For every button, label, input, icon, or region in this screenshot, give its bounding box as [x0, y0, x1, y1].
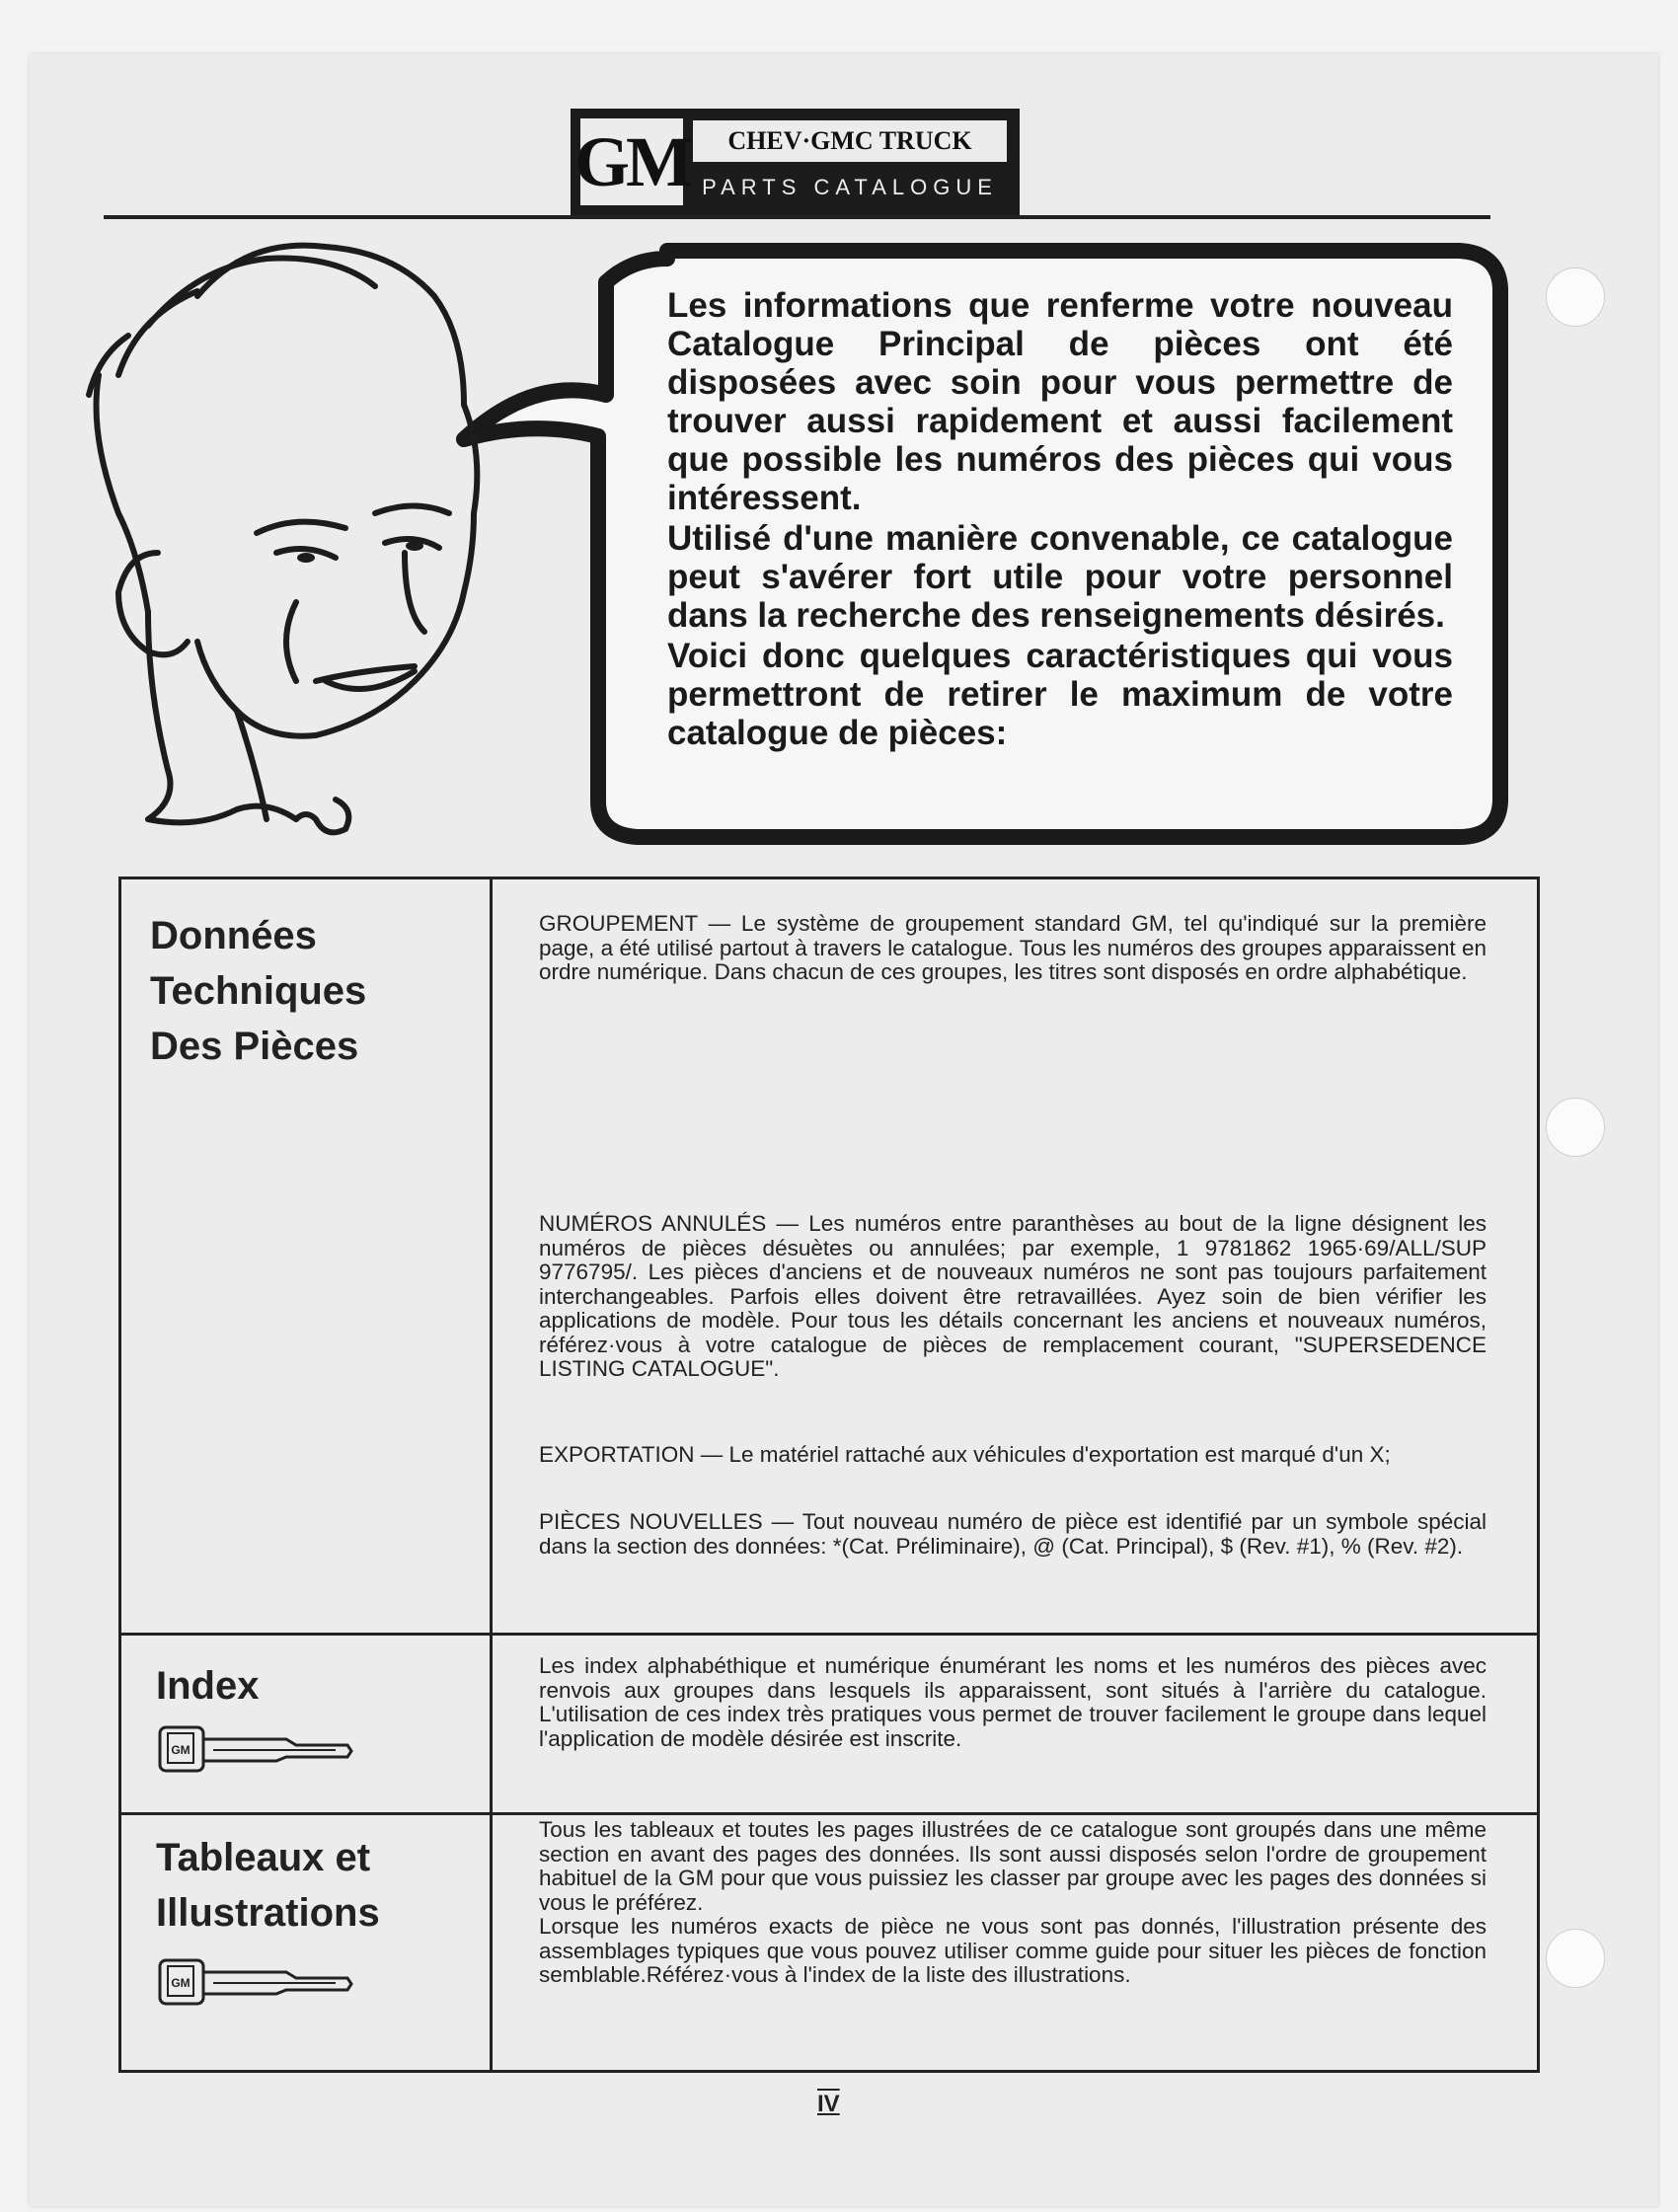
intro-paragraph-2: Utilisé d'une manière convenable, ce catalogue peut s'avérer fort utile pour votre personnel dans la recherche des renseignements désirés.: [667, 519, 1453, 635]
section-title-tableaux: Tableaux et Illustrations: [156, 1836, 380, 1935]
intro-paragraph-3: Voici donc quelques caractéristiques qui vous permettront de retirer le maximum de votre catalogue de pièces:: [667, 637, 1453, 752]
table-row-divider-2: [118, 1812, 1540, 1815]
intro-text: [667, 286, 1453, 754]
groupement-text: GROUPEMENT — Le système de groupement standard GM, tel qu'indiqué sur la première page, a été utilisé partout à travers le catalogue. Tous les numéros des groupes apparaissent en ordre numérique. Dans chacun de ces groupes, les titres sont disposés en ordre alphabétique.: [539, 911, 1487, 984]
intro-paragraph-1: Les informations que renferme votre nouveau Catalogue Principal de pièces ont été disposées avec soin pour vous permettre de trouver aussi rapidement et aussi facilement que possible les numéros des pièces qui vous intéressent.: [667, 286, 1453, 517]
table-column-divider: [490, 877, 493, 2073]
table-row-divider-1: [118, 1633, 1540, 1636]
binder-hole-middle: [1546, 1098, 1605, 1157]
page-number: IV: [817, 2091, 840, 2117]
key-icon-label: GM: [171, 1743, 191, 1757]
binder-hole-bottom: [1546, 1929, 1605, 1988]
index-text: Les index alphabéthique et numérique énumérant les noms et les numéros des pièces avec renvois aux groupes dans lesquels ils apparaissent, sont situés à l'arrière du catalogue. L'utilisation de ces index très pratiques vous permet de trouver facilement le groupe dans lequel l'application de modèle désirée est inscrite.: [539, 1653, 1487, 1751]
gm-logo: GM: [580, 118, 683, 205]
header-subtitle: PARTS CATALOGUE: [702, 175, 998, 199]
numeros-annules-text: NUMÉROS ANNULÉS — Les numéros entre paranthèses au bout de la ligne désignent les numéros de pièces désuètes ou annulées; par exemple, 1 9781862 1965·69/ALL/SUP 9776795/. Les pièces d'anciens et de nouveaux numéros ne sont pas toujours parfaitement interchangeables. Parfois elles doivent être retravaillées. Ayez soin de bien vérifier les applications de modèle. Pour tous les détails concernant les anciens et nouveaux numéros, référez·vous à votre catalogue de pièces de remplacement courant, "SUPERSEDENCE LISTING CATALOGUE".: [539, 1211, 1487, 1381]
key-icon-label: GM: [171, 1976, 191, 1990]
section-title-donnees: Données Techniques Des Pièces: [150, 914, 367, 1068]
tableaux-text: Tous les tableaux et toutes les pages illustrées de ce catalogue sont groupés dans une même section en avant des pages des données. Ils sont aussi disposés selon l'ordre de groupement habituel de la GM pour que vous puissiez les classer par groupe avec les pages des données si vous le préférez. Lorsque les numéros exacts de pièce ne vous sont pas donnés, l'illustration présente des assemblages typiques que vous pouvez utiliser comme guide pour situer les pièces de fonction semblable.Référez·vous à l'index de la liste des illustrations.: [539, 1817, 1487, 1987]
section-title-index: Index: [156, 1664, 260, 1708]
header-title: CHEV·GMC TRUCK: [693, 120, 1007, 162]
key-icon: [158, 1725, 355, 1773]
exportation-text: EXPORTATION — Le matériel rattaché aux véhicules d'exportation est marqué d'un X;: [539, 1442, 1391, 1467]
pieces-nouvelles-text: PIÈCES NOUVELLES — Tout nouveau numéro de pièce est identifié par un symbole spécial dans la section des données: *(Cat. Préliminaire), @ (Cat. Principal), $ (Rev. #1), % (Rev. #2).: [539, 1509, 1487, 1559]
key-icon: [158, 1958, 355, 2006]
